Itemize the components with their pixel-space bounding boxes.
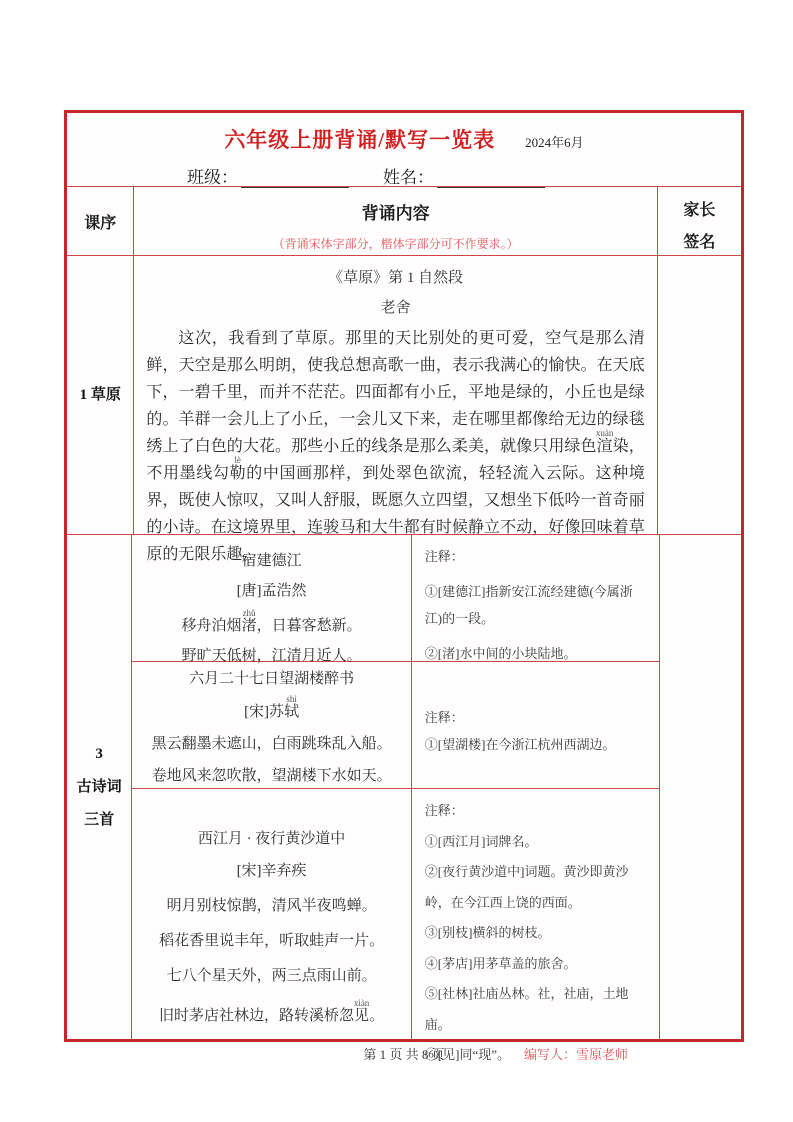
- recitation-paragraph: 这次，我看到了草原。那里的天比别处的更可爱，空气是那么清鲜，天空是那么明朗，使我总想高歌一曲，表示我满心的愉快。在天底下，一碧千里，而并不茫茫。四面都有小丘，平地是绿的，小丘也是绿的。羊群一会儿上了小丘，一会儿又下来，走在哪里都像给无边的绿毯绣上了白色的大花。那些小丘的线条是那么柔美，就像只用绿色渲xuàn染，不用墨线勾勒lè的中国画那样，到处翠色欲流，轻轻流入云际。这种境界，既使人惊叹，又叫人舒服，既愿久立四望，又想坐下低吟一首奇丽的小诗。在这境界里，连骏马和大牛都有时候静立不动，好像回味着草原的无限乐趣。: [146, 330, 645, 563]
- poem-subrow-1: [132, 535, 659, 662]
- poem-author: [宋]辛弃疾: [236, 863, 307, 879]
- poem-verse-line: 移舟泊烟渚zhǔ，日暮客愁新。: [181, 608, 362, 634]
- poem-cell-wanghulou: [132, 662, 411, 788]
- note-line: ②[渚]水中间的小块陆地。: [424, 646, 577, 661]
- poem-verse-line: 七八个星天外，两三点雨山前。: [166, 968, 377, 984]
- note-line: ⑤[社林]社庙丛林。社，社庙，土地庙。: [424, 986, 629, 1032]
- notes-cell-poem3: [412, 789, 660, 1062]
- poem-cell-sujiandejiang: [132, 535, 411, 664]
- page-footer: 第 1 页 共 8 页: [363, 1047, 445, 1062]
- note-line: ④[茅店]用茅草盖的旅舍。: [424, 955, 577, 971]
- lesson-order-label: 1 草原: [79, 386, 121, 403]
- lesson-order-line3: 三首: [84, 811, 115, 828]
- notes-cell-poem2: [412, 662, 660, 788]
- poem-subrow-2: [132, 662, 659, 789]
- poem-verse-line: 稻花香里说丰年，听取蛙声一片。: [159, 933, 385, 949]
- title-area: [67, 113, 741, 187]
- sign-cell-grassland: [658, 256, 741, 534]
- poem-title: 六月二十七日望湖楼醉书: [189, 671, 355, 687]
- header-cell-sign: [658, 187, 741, 255]
- note-line: 注释：: [424, 549, 464, 564]
- note-line: ③[别枝]横斜的树枝。: [424, 925, 551, 940]
- page-title: 六年级上册背诵/默写一览表: [224, 128, 496, 152]
- sign-header-line2: 签名: [683, 234, 716, 251]
- class-field: [187, 163, 349, 188]
- poem-verse-line: 黑云翻墨未遮山，白雨跳珠乱入船。: [151, 736, 392, 752]
- poem-title: 西江月 · 夜行黄沙道中: [197, 831, 346, 847]
- name-field: [383, 163, 545, 188]
- note-line: 注释：: [424, 710, 464, 725]
- header-cell-content: [134, 187, 657, 255]
- order-column-header: 课序: [84, 214, 117, 232]
- content-column-note: （背诵宋体字部分，楷体字部分可不作要求。）: [272, 237, 519, 251]
- note-line: ①[西江月]词牌名。: [424, 833, 538, 849]
- lesson-order-number: 3: [95, 745, 103, 762]
- header-cell-order: [67, 187, 134, 255]
- poem-verse-line: 明月别枝惊鹊，清风半夜鸣蝉。: [166, 898, 377, 914]
- notes-list: [425, 796, 650, 1040]
- lesson-order-line2: 古诗词: [76, 778, 122, 795]
- table-header-row: [67, 187, 741, 256]
- note-line: ①[建德江]指新安江流经建德(今属浙江)的一段。: [424, 584, 633, 626]
- poem-author: [宋]苏轼shì: [244, 694, 300, 720]
- note-line: ①[望湖楼]在今浙江杭州西湖边。: [424, 737, 616, 752]
- poem-verse-line: 野旷天低树，江清月近人。: [181, 648, 362, 664]
- note-line: ②[夜行黄沙道中]词题。黄沙即黄沙岭，在今江西上饶的西面。: [424, 864, 629, 910]
- note-see-text: ⑥[见]同“现”。: [424, 1047, 510, 1062]
- sign-cell-poems: [660, 535, 741, 1039]
- order-cell-poems: [67, 535, 132, 1039]
- order-cell-grassland: [67, 256, 134, 534]
- class-name-line: [67, 163, 741, 188]
- name-label: 姓名：: [383, 168, 434, 187]
- name-blank-line: [437, 169, 545, 188]
- page-date: 2024年6月: [525, 135, 584, 150]
- sign-header-line1: 家长: [683, 202, 716, 219]
- content-column-header: 背诵内容: [361, 204, 430, 223]
- editor-credit: 编写人：雪原老师: [524, 1047, 629, 1062]
- poem-cell-xijiangyue: [132, 789, 411, 1039]
- piece-author: 老舍: [380, 300, 411, 316]
- poem-verse-line: 卷地风来忽吹散，望湖楼下水如天。: [151, 768, 392, 784]
- notes-cell-poem1: [412, 535, 660, 661]
- class-label: 班级：: [187, 168, 238, 187]
- class-blank-line: [241, 169, 349, 188]
- piece-title: 《草原》第 1 自然段: [328, 270, 464, 286]
- poem-title: 宿建德江: [241, 553, 302, 569]
- poem-author: [唐]孟浩然: [236, 583, 307, 599]
- note-line: 注释：: [424, 803, 464, 818]
- title-line: [67, 113, 741, 154]
- poem-verse-line: 旧时茅店社林边，路转溪桥忽见xiàn。: [159, 998, 385, 1024]
